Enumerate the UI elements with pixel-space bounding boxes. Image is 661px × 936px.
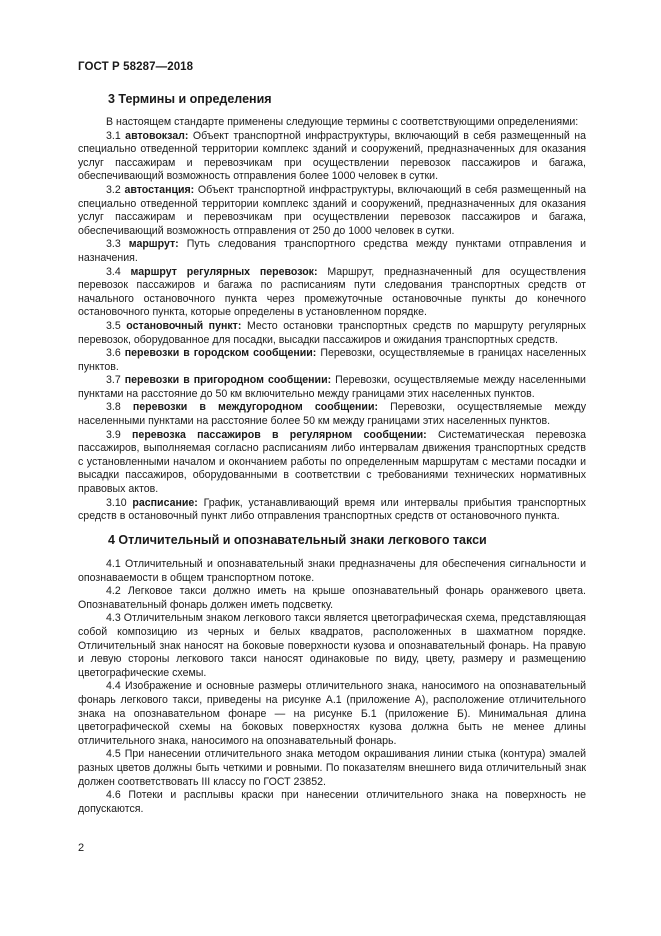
definition-term: маршрут: [128, 238, 179, 251]
definition-text: Перевозки, осуществляемые в границах населенных пунктов. [78, 347, 587, 373]
clause-text: Изображение и основные размеры отличительного знака, наносимого на опознавательный фонарь легкового такси, приведены на рисунке А.1 (приложение А), расположение отличительного знака на опознавательном фонаре — на рисунке Б.1 (приложение Б). Минимальная длина цветографической схемы на боковых поверхностях кузова должна быть не менее длины отличительного знака, наносимого на опознавательный фонарь. [78, 680, 586, 747]
definition-text: График, устанавливающий время или интервалы прибытия транспортных средств в остановочный пункт либо отправления транспортных средств от остановочного пункта. [78, 496, 586, 523]
definition-text: Перевозки, осуществляемые между населенными пунктами на расстояние до 50 км включительно между границами этих населенных пунктов. [78, 374, 586, 400]
clause-4-4 [78, 680, 586, 748]
definition-text: Объект транспортной инфраструктуры, включающий в себя размещенный на специально отведенной территории комплекс зданий и сооружений, предназначенных для оказания услуг пассажирам и перевозчикам при осуществлении перевозок пассажиров и багажа, обеспечивающий возможность отправления более 1000 человек в сутки. [78, 129, 586, 183]
clause-4-6 [78, 789, 586, 816]
section-3-title: 3 Термины и определения [108, 92, 272, 106]
definition-3-1 [78, 130, 586, 184]
definition-number: 3.2 [106, 183, 121, 196]
definition-number: 3.3 [106, 238, 121, 251]
clause-text: Отличительным знаком легкового такси является цветографическая схема, представляющая собой композицию из черных и белых квадратов, расположенных в шахматном порядке. Отличительный знак наносят на боковые поверхности кузова и опознавательный фонарь. На правую и левую стороны легкового такси наносят одинаковые по виду, цвету, размеру и размещению цветографические схемы. [78, 612, 586, 679]
definition-text: Систематическая перевозка пассажиров, выполняемая согласно расписаниям либо интервалам движения транспортных средств с установленными началом и окончанием работы по определенным маршрутам с местами посадки и высадки пассажиров, оборудованными в соответствии с требованиями технических нормативных правовых актов. [78, 428, 586, 496]
clause-4-1 [78, 558, 586, 585]
clause-number: 4.4 [106, 680, 121, 693]
definition-term: автовокзал: [125, 129, 189, 142]
definition-number: 3.7 [106, 374, 121, 387]
definition-text: Место остановки транспортных средств по маршруту регулярных перевозок, оборудованное для посадки, высадки пассажиров и ожидания транспортных средств. [78, 319, 586, 346]
clause-number: 4.5 [106, 748, 121, 761]
definition-text: Перевозки, осуществляемые между населенными пунктами на расстояние более 50 км между границами этих населенных пунктов. [78, 401, 587, 428]
definition-3-9 [78, 429, 586, 497]
definition-term: перевозки в городском сообщении: [124, 347, 317, 360]
standard-code: ГОСТ Р 58287—2018 [78, 61, 194, 73]
clause-text: Потеки и расплывы краски при нанесении отличительного знака на поверхность не допускаются. [78, 789, 586, 815]
definition-term: остановочный пункт: [126, 319, 242, 332]
clause-4-2 [78, 585, 586, 612]
clause-number: 4.2 [106, 585, 121, 598]
page-number: 2 [78, 842, 85, 854]
definition-number: 3.4 [106, 265, 121, 278]
clause-number: 4.6 [106, 789, 121, 802]
definition-3-3 [78, 238, 586, 265]
definition-3-8 [78, 401, 586, 428]
definition-text: Маршрут, предназначенный для осуществления перевозок пассажиров и багажа по расписаниям пути следования транспортных средств от начального остановочного пункта через промежуточные остановочные пункты до конечного остановочного пункта, которые определены в установленном порядке. [78, 265, 586, 319]
definition-number: 3.10 [106, 496, 127, 509]
clause-number: 4.1 [106, 558, 121, 570]
definition-term: автостанция: [124, 183, 195, 196]
clause-4-3 [78, 612, 586, 680]
clause-text: При нанесении отличительного знака методом окрашивания линии стыка (контура) эмалей разных цветов должны быть четкими и ровными. По показателям внешнего вида отличительный знак должен соответствовать III классу по ГОСТ 23852. [78, 748, 587, 788]
definition-3-5 [78, 320, 586, 347]
clause-4-5 [78, 748, 586, 789]
definition-number: 3.8 [106, 401, 121, 414]
definition-text: Объект транспортной инфраструктуры, включающий в себя размещенный на специально отведенной территории комплекс зданий и сооружений, предназначенных для оказания услуг пассажирам и перевозчикам при осуществлении перевозок пассажиров и багажа, обеспечивающий возможность отправления от 250 до 1000 человек в сутки. [78, 183, 586, 237]
definition-number: 3.5 [106, 319, 121, 332]
definition-3-6 [78, 347, 586, 374]
section-4-title: 4 Отличительный и опознавательный знаки легкового такси [108, 533, 487, 547]
clause-text: Легковое такси должно иметь на крыше опознавательный фонарь оранжевого цвета. Опознавательный фонарь должен иметь подсветку. [78, 585, 586, 611]
definition-text: Путь следования транспортного средства между пунктами отправления и назначения. [78, 238, 586, 264]
clause-text: Отличительный и опознавательный знаки предназначены для обеспечения сигнальности и опознаваемости в общем транспортном потоке. [78, 558, 586, 584]
intro-paragraph [78, 116, 586, 130]
definition-term: перевозки в междугородном сообщении: [132, 401, 378, 414]
definition-number: 3.1 [106, 129, 121, 142]
section-3-body [78, 116, 586, 524]
definition-3-2 [78, 184, 586, 238]
definition-3-10 [78, 497, 586, 524]
definition-3-4 [78, 266, 586, 320]
definition-number: 3.9 [106, 428, 121, 441]
definition-term: перевозки в пригородном сообщении: [124, 374, 332, 387]
definition-number: 3.6 [106, 347, 121, 360]
definition-term: перевозка пассажиров в регулярном сообщении: [132, 428, 427, 441]
definition-3-7 [78, 374, 586, 401]
clause-number: 4.3 [106, 612, 121, 625]
definition-term: расписание: [132, 496, 198, 509]
intro-text: В настоящем стандарте применены следующие термины с соответствующими определениями: [106, 116, 579, 128]
section-4-body [78, 558, 586, 816]
definition-term: маршрут регулярных перевозок: [130, 265, 318, 278]
